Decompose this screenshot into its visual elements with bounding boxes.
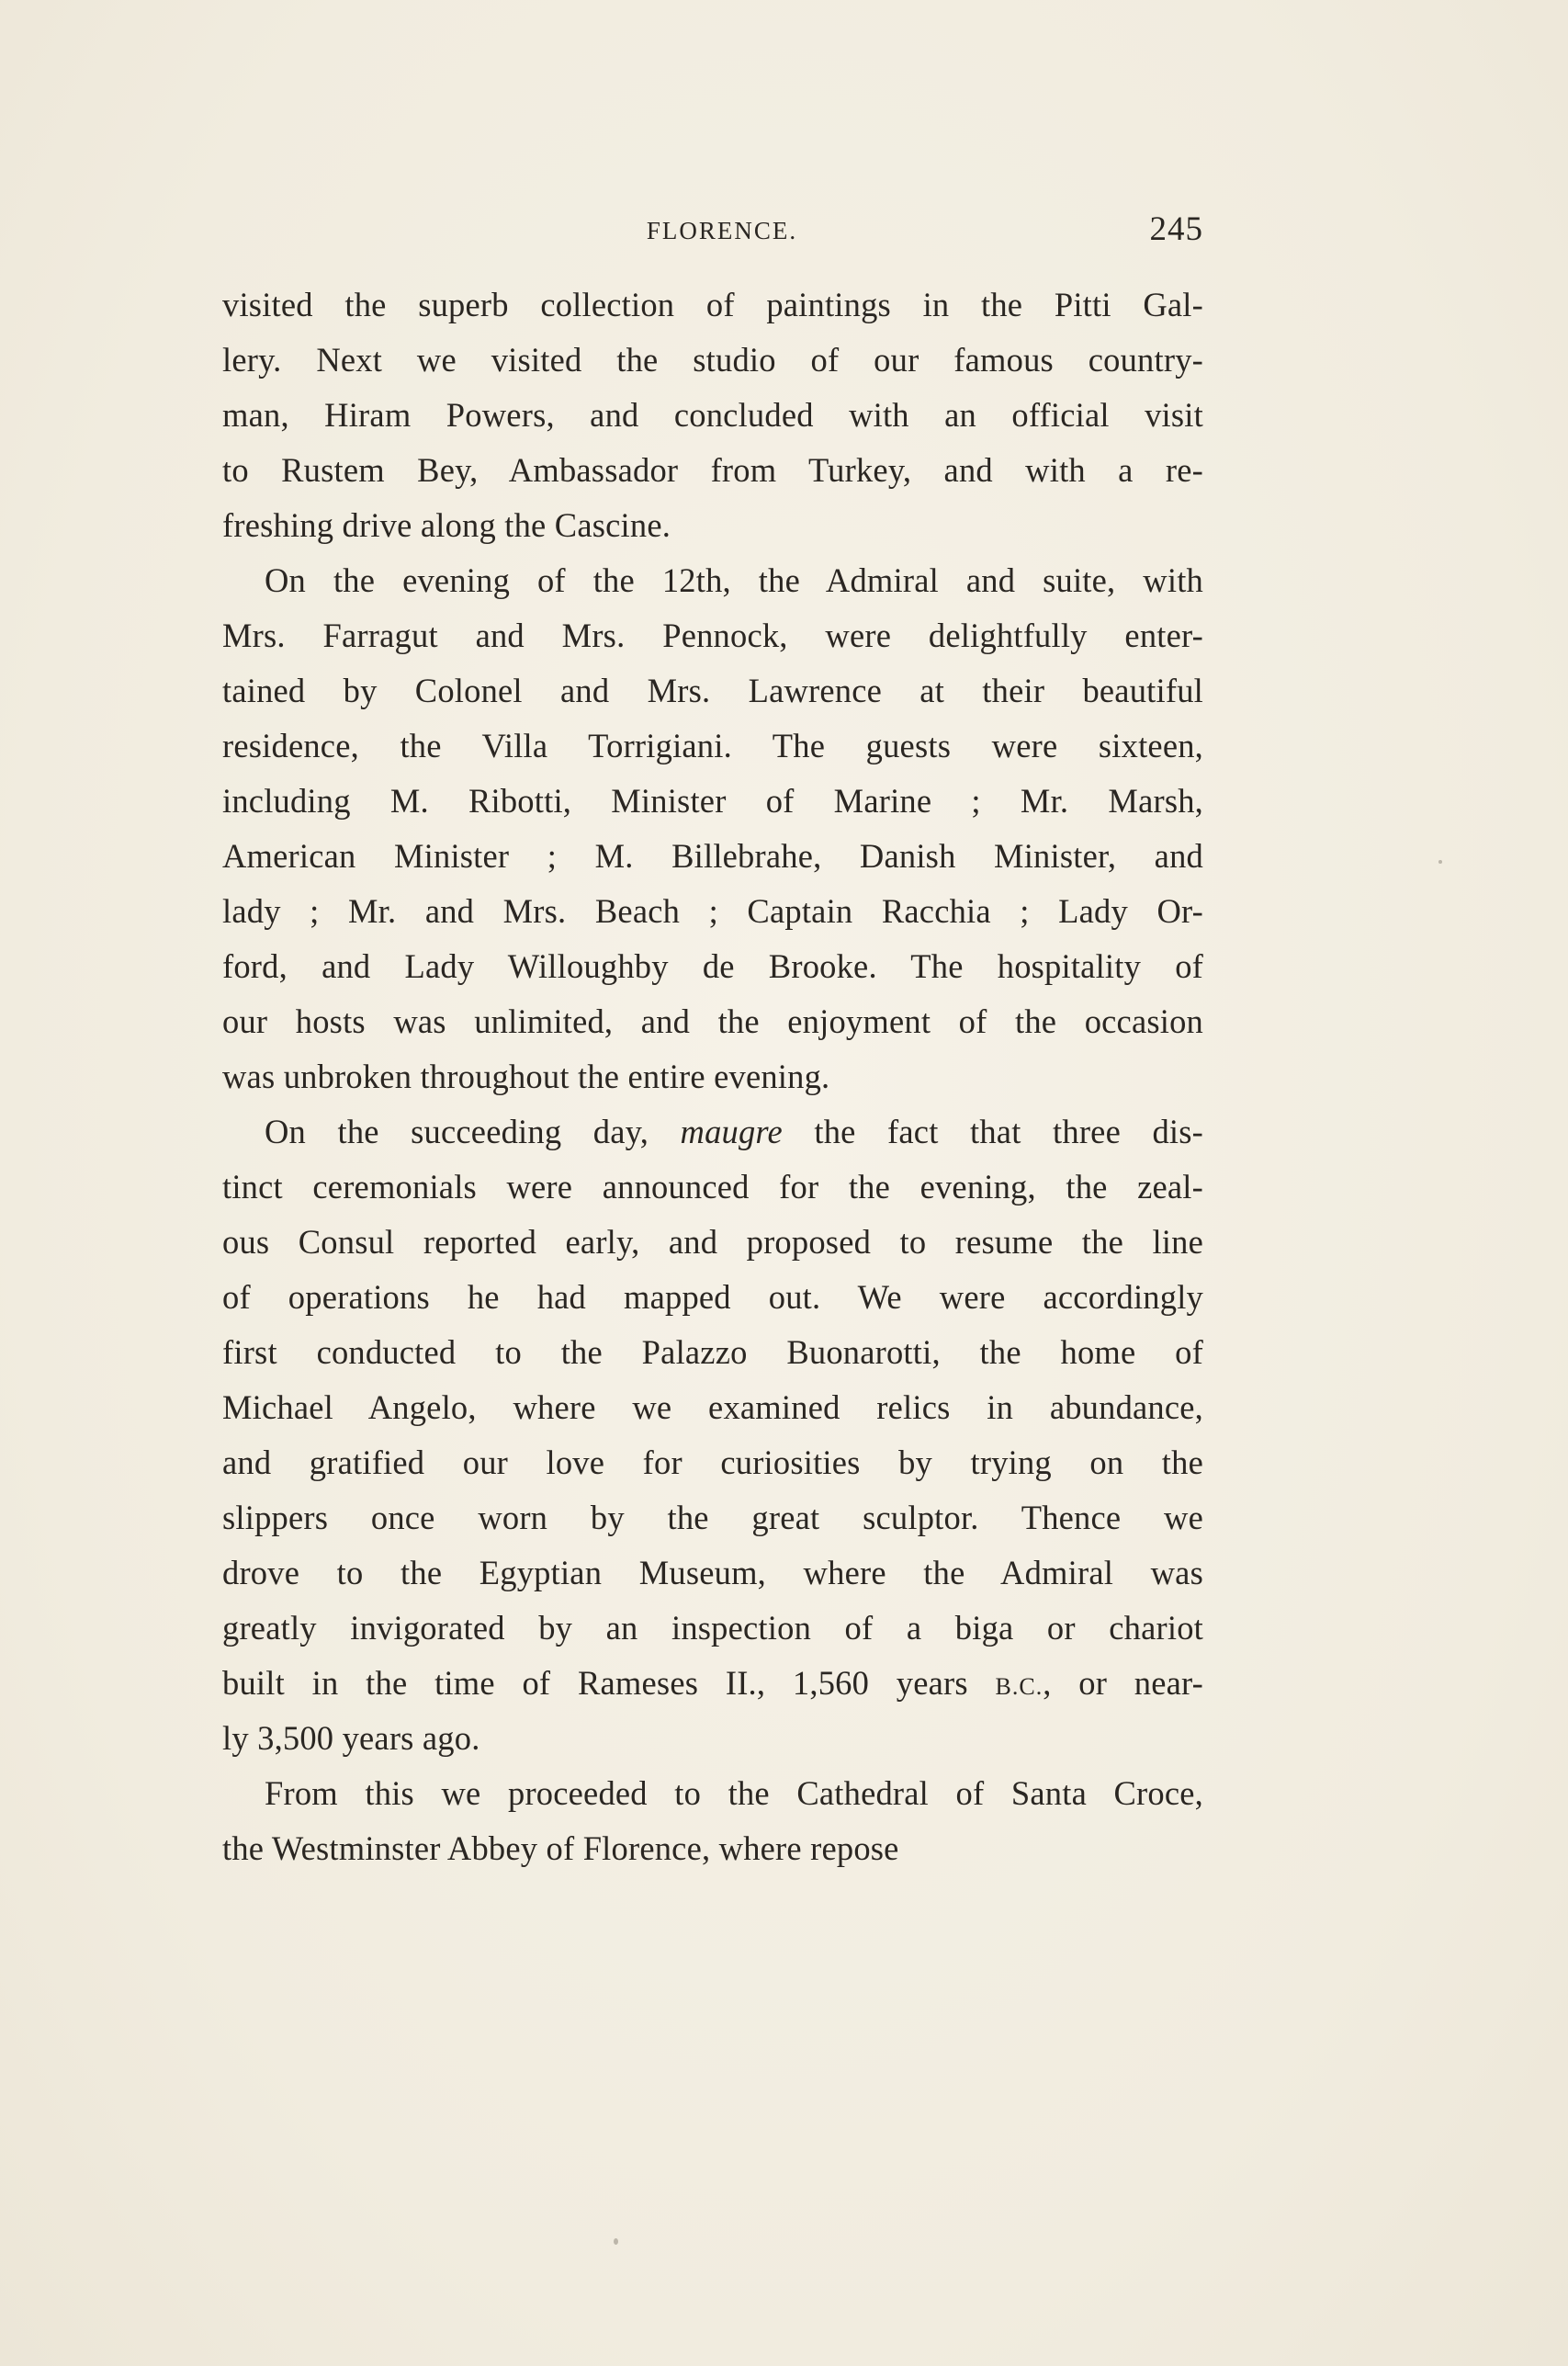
text-line [222,1601,1203,1656]
text-line [222,1435,1203,1490]
text-run: From this we proceeded to the Cathedral of Santa Croce, [265,1774,1203,1812]
text-line [222,1821,1203,1876]
text-run: , or near- [1043,1664,1204,1702]
text-run: the fact that three dis- [782,1113,1203,1150]
text-line [222,1215,1203,1270]
text-run: lery. Next we visited the studio of our famous country- [222,341,1203,379]
small-caps-text: B.C. [995,1673,1043,1700]
text-run: drove to the Egyptian Museum, where the Admiral was [222,1554,1203,1591]
text-line [222,1656,1203,1711]
text-run: On the evening of the 12th, the Admiral and suite, with [265,561,1203,599]
text-line [222,1049,1203,1104]
text-run: ous Consul reported early, and proposed to resume the line [222,1223,1203,1261]
italic-text: maugre [680,1113,783,1150]
text-run: ford, and Lady Willoughby de Brooke. The hospitality of [222,947,1203,985]
text-line [222,829,1203,884]
text-run: tinct ceremonials were announced for the evening, the zeal- [222,1168,1203,1206]
text-run: visited the superb collection of paintings in the Pitti Gal- [222,286,1203,323]
text-run: built in the time of Rameses II., 1,560 years [222,1664,996,1702]
body-text [222,277,1203,1876]
text-line [222,884,1203,939]
text-line [222,939,1203,994]
text-run: slippers once worn by the great sculptor. Thence we [222,1499,1203,1536]
text-line [222,1270,1203,1325]
text-run: was unbroken throughout the entire evening. [222,1058,830,1095]
text-run: ly 3,500 years ago. [222,1719,480,1757]
text-run: first conducted to the Palazzo Buonarotti, the home of [222,1333,1203,1371]
text-run: our hosts was unlimited, and the enjoyment of the occasion [222,1002,1203,1040]
text-line [222,1711,1203,1766]
text-line [222,1160,1203,1215]
text-run: man, Hiram Powers, and concluded with an official visit [222,396,1203,434]
text-run: lady ; Mr. and Mrs. Beach ; Captain Racchia ; Lady Or- [222,892,1203,930]
text-run: of operations he had mapped out. We were accordingly [222,1278,1203,1316]
running-head: FLORENCE. [646,217,798,244]
text-line [222,443,1203,498]
text-run: residence, the Villa Torrigiani. The guests were sixteen, [222,727,1203,764]
text-run: On the succeeding day, [265,1113,681,1150]
text-line [222,277,1203,333]
paper-speck [614,2238,618,2245]
text-line [222,663,1203,719]
text-line [222,774,1203,829]
text-line [222,1325,1203,1380]
text-line [222,1490,1203,1545]
text-run: greatly invigorated by an inspection of a biga or chariot [222,1609,1203,1647]
text-line [222,1380,1203,1435]
text-line [222,553,1203,608]
text-run: Mrs. Farragut and Mrs. Pennock, were delightfully enter- [222,617,1203,654]
text-line [222,608,1203,663]
text-run: to Rustem Bey, Ambassador from Turkey, and with a re- [222,451,1203,489]
text-line [222,1104,1203,1160]
text-line [222,719,1203,774]
text-run: including M. Ribotti, Minister of Marine ; Mr. Marsh, [222,782,1203,820]
text-run: freshing drive along the Cascine. [222,506,671,544]
text-line [222,498,1203,553]
page-number: 245 [1149,210,1203,248]
text-line [222,1545,1203,1601]
text-run: tained by Colonel and Mrs. Lawrence at their beautiful [222,672,1203,709]
text-run: Michael Angelo, where we examined relics in abundance, [222,1388,1203,1426]
text-run: American Minister ; M. Billebrahe, Danish Minister, and [222,837,1203,875]
page-header [222,209,1203,250]
text-line [222,388,1203,443]
text-line [222,994,1203,1049]
paper-speck [1438,860,1442,864]
text-run: and gratified our love for curiosities by trying on the [222,1443,1203,1481]
text-line [222,333,1203,388]
text-line [222,1766,1203,1821]
text-run: the Westminster Abbey of Florence, where repose [222,1829,899,1867]
